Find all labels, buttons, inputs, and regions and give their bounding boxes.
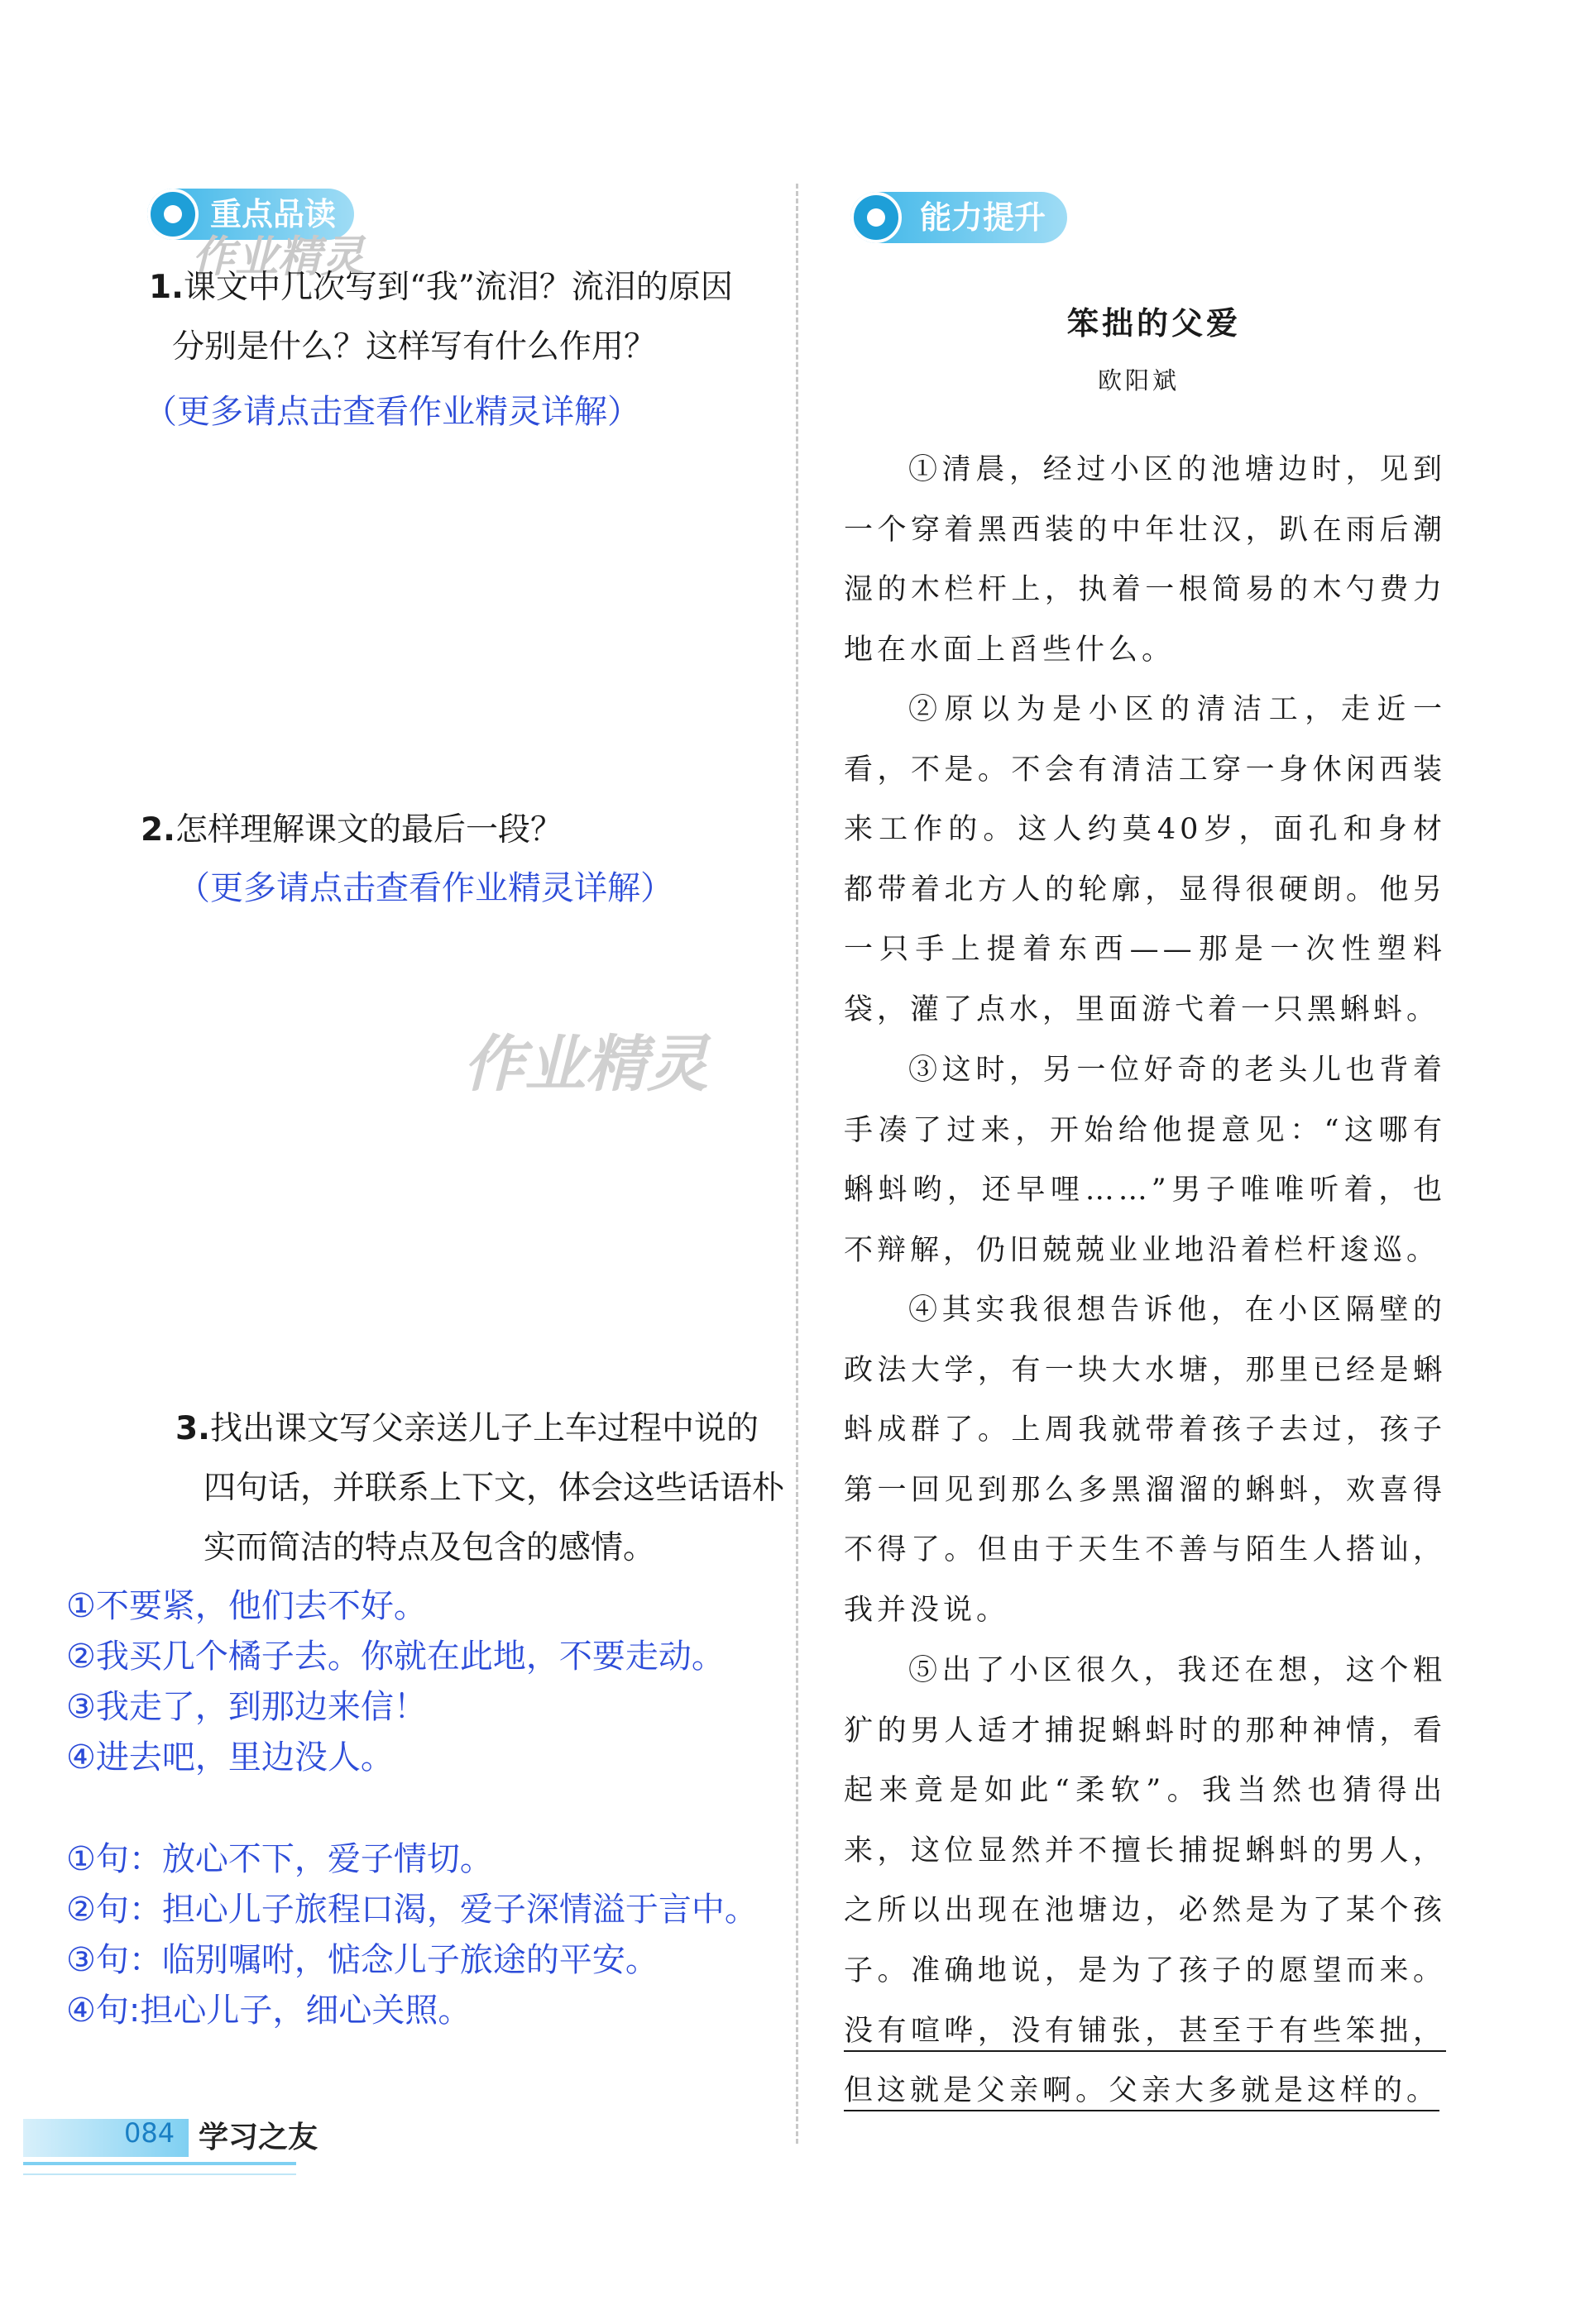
article-author: 欧阳斌 — [1098, 366, 1181, 395]
paragraph-text: ⑤出了小区很久，我还在想，这个粗犷的男人适才捕捉蝌蚪时的那种神情，看起来竟是如此“柔软”。我当然也猜得出来，这位显然并不擅长捕捉蝌蚪的男人，之所以出现在池塘边，必然是为了某个孩子。准确地说，是为了孩子的愿望而来。 — [844, 1654, 1446, 1987]
page-number: 084 — [124, 2117, 175, 2149]
question-number: 3. — [175, 1410, 210, 1447]
footer-rule — [23, 2162, 296, 2165]
question-text: 四句话，并联系上下文，体会这些话语朴 — [204, 1470, 785, 1507]
answer-line: ①句：放心不下，爱子情切。 — [66, 1840, 493, 1878]
section-badge-label: 重点品读 — [210, 196, 337, 232]
underlined-sentence: 没有喧哗，没有铺张，甚至于有些笨拙，但这就是父亲啊。父亲大多就是这样的。 — [844, 2014, 1446, 2108]
gear-icon — [850, 192, 902, 243]
section-swirl-icon — [147, 189, 199, 240]
question-text: 分别是什么？这样写有什么作用？ — [172, 328, 657, 366]
watermark: 作业精灵 — [192, 232, 365, 282]
question-text: 怎样理解课文的最后一段？ — [175, 811, 563, 849]
column-divider — [796, 184, 798, 2144]
answer-quotes — [66, 1581, 725, 1783]
question-text: 实而简洁的特点及包含的感情。 — [204, 1529, 656, 1566]
footer-rule — [23, 2173, 296, 2175]
section-badge-label: 能力提升 — [920, 199, 1046, 236]
answer-link-2[interactable]: （更多请点击查看作业精灵详解） — [177, 869, 673, 907]
answer-line: ①不要紧，他们去不好。 — [66, 1587, 427, 1625]
book-brand: 学习之友 — [199, 2120, 318, 2154]
article-paragraph: ②原以为是小区的清洁工，走近一看，不是。不会有清洁工穿一身休闲西装来工作的。这人约莫40岁，面孔和身材都带着北方人的轮廓，显得很硬朗。他另一只手上提着东西——那是一次性塑料袋，灌了点水，里面游弋着一只黑蝌蚪。 — [844, 693, 1446, 1026]
section-badge-ability — [850, 192, 1067, 243]
answer-feelings — [66, 1834, 758, 2036]
article-paragraph: ①清晨，经过小区的池塘边时，见到一个穿着黑西装的中年壮汉，趴在雨后潮湿的木栏杆上，执着一根简易的木勺费力地在水面上舀些什么。 — [844, 453, 1446, 667]
answer-line: ③句：临别嘱咐，惦念儿子旅途的平安。 — [66, 1941, 659, 1979]
question-1 — [149, 258, 733, 377]
answer-line: ③我走了，到那边来信！ — [66, 1688, 427, 1726]
question-text: 课文中几次写到“我”流泪？流泪的原因 — [183, 269, 733, 306]
answer-line: ④进去吧，里边没人。 — [66, 1738, 394, 1776]
answer-line: ②我买几个橘子去。你就在此地，不要走动。 — [66, 1638, 725, 1676]
question-3 — [175, 1399, 784, 1578]
article-title: 笨拙的父爱 — [1067, 304, 1242, 342]
answer-line: ②句：担心儿子旅程口渴，爱子深情溢于言中。 — [66, 1891, 758, 1929]
watermark: 作业精灵 — [463, 1029, 708, 1100]
question-2 — [141, 801, 563, 860]
article-paragraph — [844, 1641, 1446, 2121]
question-text: 找出课文写父亲送儿子上车过程中说的 — [209, 1410, 759, 1447]
question-number: 1. — [149, 269, 184, 306]
article-paragraph: ④其实我很想告诉他，在小区隔壁的政法大学，有一块大水塘，那里已经是蝌蚪成群了。上周我就带着孩子去过，孩子第一回见到那么多黑溜溜的蝌蚪，欢喜得不得了。但由于天生不善与陌生人搭讪，我并没说。 — [844, 1294, 1446, 1627]
answer-link-1[interactable]: （更多请点击查看作业精灵详解） — [144, 393, 640, 431]
answer-line: ④句:担心儿子，细心关照。 — [66, 1992, 472, 2030]
question-number: 2. — [141, 811, 175, 849]
article-paragraph: ③这时，另一位好奇的老头儿也背着手凑了过来，开始给他提意见：“这哪有蝌蚪哟，还早哩……”男子唯唯听着，也不辩解，仍旧兢兢业业地沿着栏杆逡巡。 — [844, 1054, 1446, 1267]
